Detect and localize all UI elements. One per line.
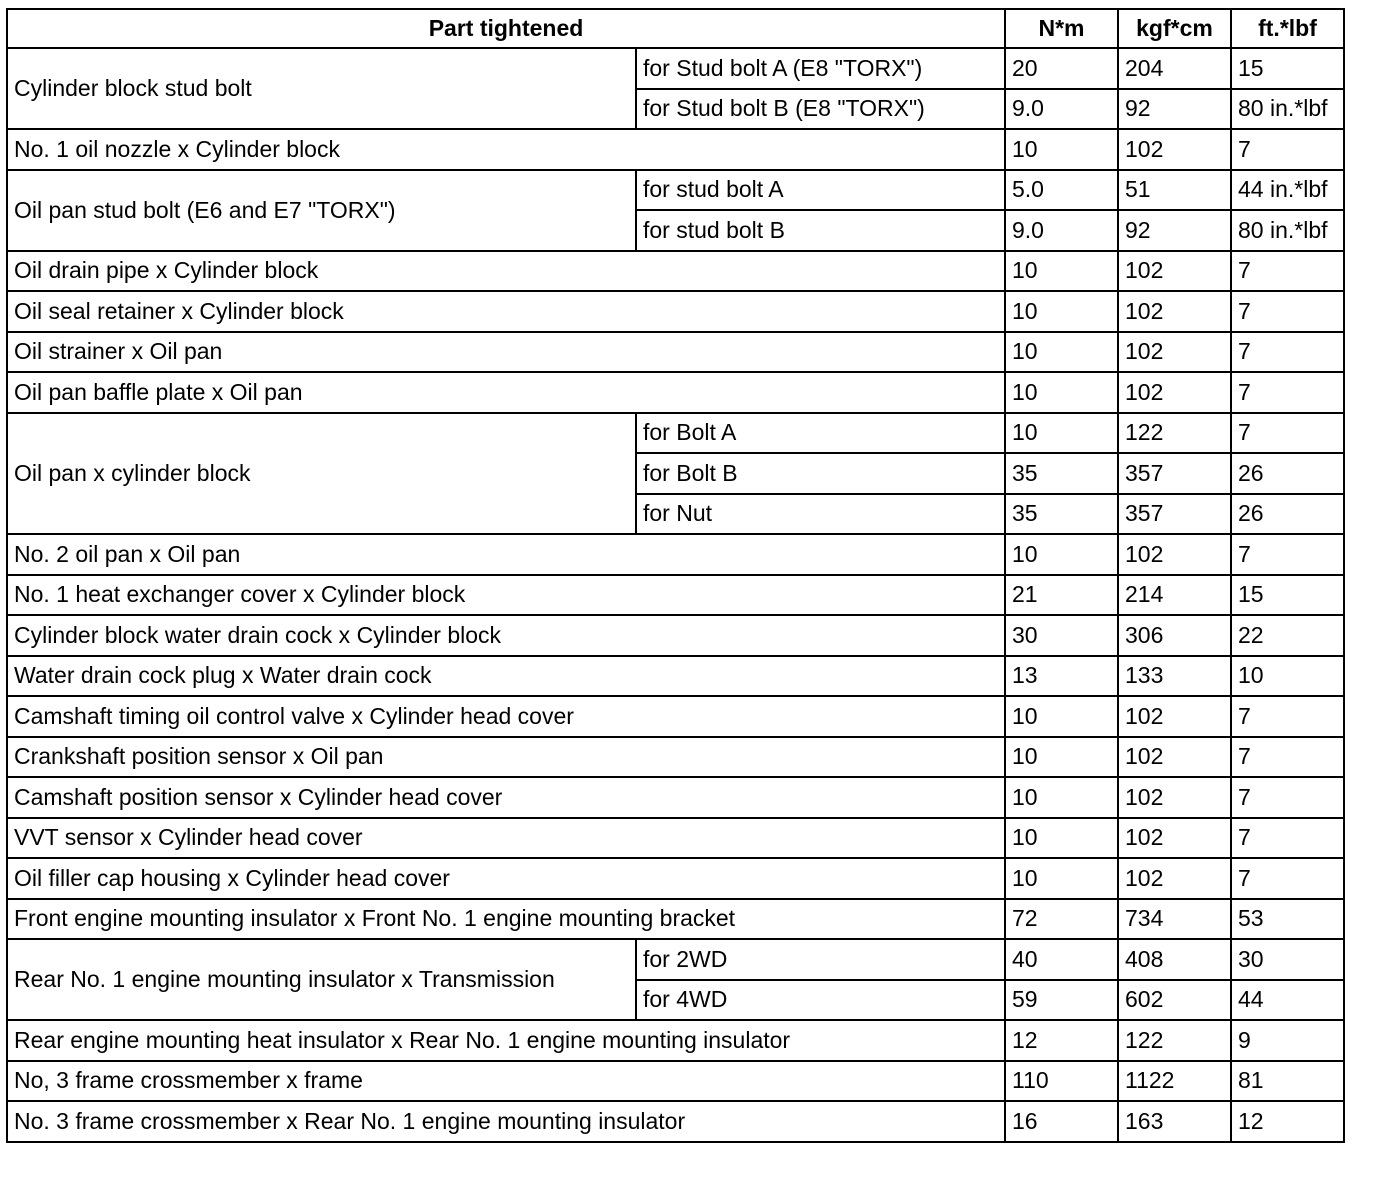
value-kgf-cm: 163 [1118,1101,1231,1142]
value-kgf-cm: 306 [1118,615,1231,656]
table-row [7,858,1344,899]
value-nm: 10 [1005,696,1118,737]
value-kgf-cm: 102 [1118,129,1231,170]
header-row [7,9,1344,48]
value-ft-lbf: 7 [1231,534,1344,575]
sub-part: for 2WD [636,939,1005,980]
value-ft-lbf: 7 [1231,372,1344,413]
value-kgf-cm: 102 [1118,777,1231,818]
part-name: VVT sensor x Cylinder head cover [7,818,1005,859]
value-ft-lbf: 26 [1231,494,1344,535]
value-kgf-cm: 102 [1118,696,1231,737]
part-name: Front engine mounting insulator x Front No. 1 engine mounting bracket [7,899,1005,940]
value-nm: 13 [1005,656,1118,697]
value-nm: 10 [1005,737,1118,778]
value-ft-lbf: 9 [1231,1020,1344,1061]
table-row [7,615,1344,656]
table-row [7,1020,1344,1061]
value-nm: 35 [1005,453,1118,494]
table-row [7,413,1344,454]
header-kgf-cm: kgf*cm [1118,9,1231,48]
value-ft-lbf: 7 [1231,737,1344,778]
table-row [7,939,1344,980]
table-row [7,291,1344,332]
part-name: Rear engine mounting heat insulator x Rear No. 1 engine mounting insulator [7,1020,1005,1061]
value-nm: 110 [1005,1061,1118,1102]
sub-part: for 4WD [636,980,1005,1021]
value-kgf-cm: 122 [1118,1020,1231,1061]
table-row [7,251,1344,292]
value-kgf-cm: 102 [1118,858,1231,899]
value-ft-lbf: 7 [1231,251,1344,292]
value-kgf-cm: 102 [1118,291,1231,332]
table-body [7,48,1344,1142]
value-nm: 9.0 [1005,89,1118,130]
table-row [7,1061,1344,1102]
table-row [7,818,1344,859]
value-ft-lbf: 10 [1231,656,1344,697]
table-row [7,737,1344,778]
value-kgf-cm: 102 [1118,332,1231,373]
value-kgf-cm: 102 [1118,818,1231,859]
part-name: Oil pan baffle plate x Oil pan [7,372,1005,413]
table-row [7,129,1344,170]
part-name: Oil seal retainer x Cylinder block [7,291,1005,332]
value-nm: 10 [1005,332,1118,373]
value-kgf-cm: 102 [1118,534,1231,575]
value-ft-lbf: 7 [1231,777,1344,818]
value-nm: 10 [1005,534,1118,575]
torque-spec-table [6,8,1345,1143]
table-row [7,777,1344,818]
value-ft-lbf: 7 [1231,129,1344,170]
value-kgf-cm: 602 [1118,980,1231,1021]
value-kgf-cm: 204 [1118,48,1231,89]
value-kgf-cm: 1122 [1118,1061,1231,1102]
value-nm: 20 [1005,48,1118,89]
value-nm: 10 [1005,858,1118,899]
sub-part: for Bolt B [636,453,1005,494]
part-name: Cylinder block stud bolt [7,48,636,129]
value-nm: 10 [1005,413,1118,454]
value-ft-lbf: 30 [1231,939,1344,980]
part-name: Camshaft timing oil control valve x Cylinder head cover [7,696,1005,737]
table-row [7,696,1344,737]
value-kgf-cm: 102 [1118,372,1231,413]
value-kgf-cm: 102 [1118,737,1231,778]
part-name: No. 1 oil nozzle x Cylinder block [7,129,1005,170]
value-kgf-cm: 357 [1118,453,1231,494]
value-ft-lbf: 80 in.*lbf [1231,210,1344,251]
sub-part: for Nut [636,494,1005,535]
value-ft-lbf: 44 [1231,980,1344,1021]
value-nm: 21 [1005,575,1118,616]
value-nm: 10 [1005,818,1118,859]
header-nm: N*m [1005,9,1118,48]
value-nm: 72 [1005,899,1118,940]
value-nm: 16 [1005,1101,1118,1142]
part-name: No. 1 heat exchanger cover x Cylinder block [7,575,1005,616]
value-nm: 40 [1005,939,1118,980]
sub-part: for Bolt A [636,413,1005,454]
part-name: No, 3 frame crossmember x frame [7,1061,1005,1102]
value-kgf-cm: 214 [1118,575,1231,616]
value-ft-lbf: 7 [1231,413,1344,454]
value-kgf-cm: 133 [1118,656,1231,697]
value-ft-lbf: 7 [1231,332,1344,373]
value-ft-lbf: 7 [1231,818,1344,859]
part-name: Crankshaft position sensor x Oil pan [7,737,1005,778]
table-row [7,575,1344,616]
value-kgf-cm: 102 [1118,251,1231,292]
value-nm: 30 [1005,615,1118,656]
part-name: Rear No. 1 engine mounting insulator x Transmission [7,939,636,1020]
value-kgf-cm: 408 [1118,939,1231,980]
table-row [7,534,1344,575]
value-ft-lbf: 7 [1231,291,1344,332]
table-row [7,372,1344,413]
table-row [7,656,1344,697]
part-name: No. 3 frame crossmember x Rear No. 1 engine mounting insulator [7,1101,1005,1142]
value-ft-lbf: 15 [1231,575,1344,616]
value-nm: 10 [1005,372,1118,413]
header-ft-lbf: ft.*lbf [1231,9,1344,48]
value-ft-lbf: 15 [1231,48,1344,89]
part-name: Oil drain pipe x Cylinder block [7,251,1005,292]
value-nm: 12 [1005,1020,1118,1061]
value-kgf-cm: 51 [1118,170,1231,211]
part-name: Oil pan x cylinder block [7,413,636,535]
sub-part: for Stud bolt B (E8 "TORX") [636,89,1005,130]
sub-part: for Stud bolt A (E8 "TORX") [636,48,1005,89]
value-nm: 10 [1005,129,1118,170]
value-kgf-cm: 734 [1118,899,1231,940]
value-ft-lbf: 12 [1231,1101,1344,1142]
value-ft-lbf: 22 [1231,615,1344,656]
value-nm: 5.0 [1005,170,1118,211]
value-ft-lbf: 7 [1231,696,1344,737]
value-nm: 35 [1005,494,1118,535]
value-kgf-cm: 357 [1118,494,1231,535]
value-ft-lbf: 44 in.*lbf [1231,170,1344,211]
table-row [7,1101,1344,1142]
value-nm: 10 [1005,777,1118,818]
sub-part: for stud bolt A [636,170,1005,211]
part-name: No. 2 oil pan x Oil pan [7,534,1005,575]
part-name: Water drain cock plug x Water drain cock [7,656,1005,697]
table-row [7,48,1344,89]
value-ft-lbf: 80 in.*lbf [1231,89,1344,130]
value-kgf-cm: 92 [1118,210,1231,251]
table-row [7,170,1344,211]
value-kgf-cm: 92 [1118,89,1231,130]
part-name: Oil filler cap housing x Cylinder head cover [7,858,1005,899]
table-row [7,332,1344,373]
value-nm: 59 [1005,980,1118,1021]
part-name: Cylinder block water drain cock x Cylinder block [7,615,1005,656]
value-nm: 10 [1005,291,1118,332]
value-nm: 9.0 [1005,210,1118,251]
table-row [7,899,1344,940]
value-ft-lbf: 26 [1231,453,1344,494]
value-ft-lbf: 53 [1231,899,1344,940]
part-name: Oil pan stud bolt (E6 and E7 "TORX") [7,170,636,251]
sub-part: for stud bolt B [636,210,1005,251]
part-name: Oil strainer x Oil pan [7,332,1005,373]
value-kgf-cm: 122 [1118,413,1231,454]
value-nm: 10 [1005,251,1118,292]
header-part-tightened: Part tightened [7,9,1005,48]
value-ft-lbf: 81 [1231,1061,1344,1102]
part-name: Camshaft position sensor x Cylinder head cover [7,777,1005,818]
value-ft-lbf: 7 [1231,858,1344,899]
